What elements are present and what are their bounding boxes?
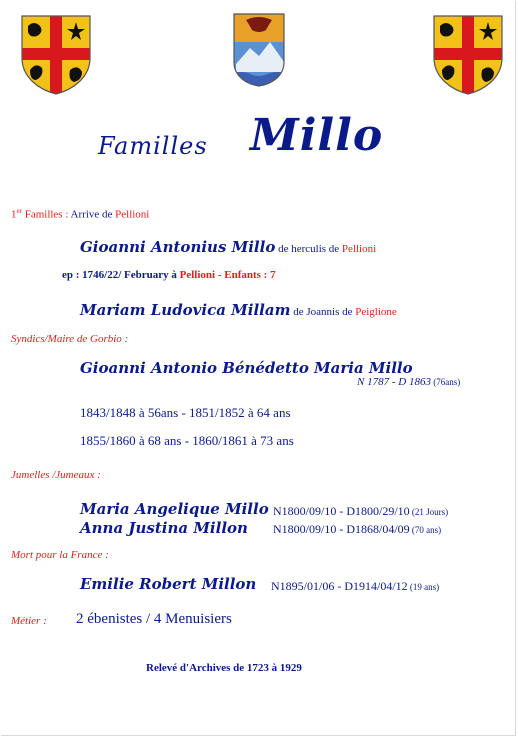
syndics-heading: Syndics/Maire de Gorbio :	[11, 333, 129, 345]
marriage-line: ep : 1746/22/ February à Pellioni - Enfants : 7	[62, 269, 276, 281]
center-town-crest-icon	[232, 12, 286, 88]
wife-line: Mariam Ludovica Millam de Joannis de Peiglione	[80, 301, 397, 319]
metier-value: 2 ébenistes / 4 Menuisiers	[76, 611, 232, 627]
syndic-name: Gioanni Antonio Bénédetto Maria Millo	[80, 359, 413, 377]
husband-line: Gioanni Antonius Millo de herculis de Pellioni	[80, 238, 377, 256]
twin-2-name: Anna Justina Millon	[80, 519, 248, 537]
mort-name: Emilie Robert Millon	[80, 575, 257, 593]
syndic-terms-line-1: 1843/1848 à 56ans - 1851/1852 à 64 ans	[80, 405, 291, 420]
twins-heading: Jumelles /Jumeaux :	[11, 469, 101, 481]
metier-heading: Métier :	[11, 615, 47, 627]
france-heading: Mort pour la France :	[11, 549, 109, 561]
families-heading: 1er Familles : Arrive de Pellioni	[11, 207, 150, 221]
title-prefix: Familles	[98, 132, 208, 160]
syndic-life-dates: N 1787 - D 1863 (76ans)	[357, 376, 461, 388]
right-coat-of-arms-icon	[432, 14, 504, 96]
twin-1-name: Maria Angelique Millo	[80, 500, 269, 518]
mort-dates: N1895/01/06 - D1914/04/12 (19 ans)	[271, 579, 440, 593]
syndic-terms-line-2: 1855/1860 à 68 ans - 1860/1861 à 73 ans	[80, 433, 294, 448]
twin-1-dates: N1800/09/10 - D1800/29/10 (21 Jours)	[273, 504, 449, 518]
archives-footer: Relevé d'Archives de 1723 à 1929	[146, 662, 302, 674]
twin-2-dates: N1800/09/10 - D1868/04/09 (70 ans)	[273, 522, 442, 536]
page-title: Millo	[250, 110, 384, 161]
left-coat-of-arms-icon	[20, 14, 92, 96]
